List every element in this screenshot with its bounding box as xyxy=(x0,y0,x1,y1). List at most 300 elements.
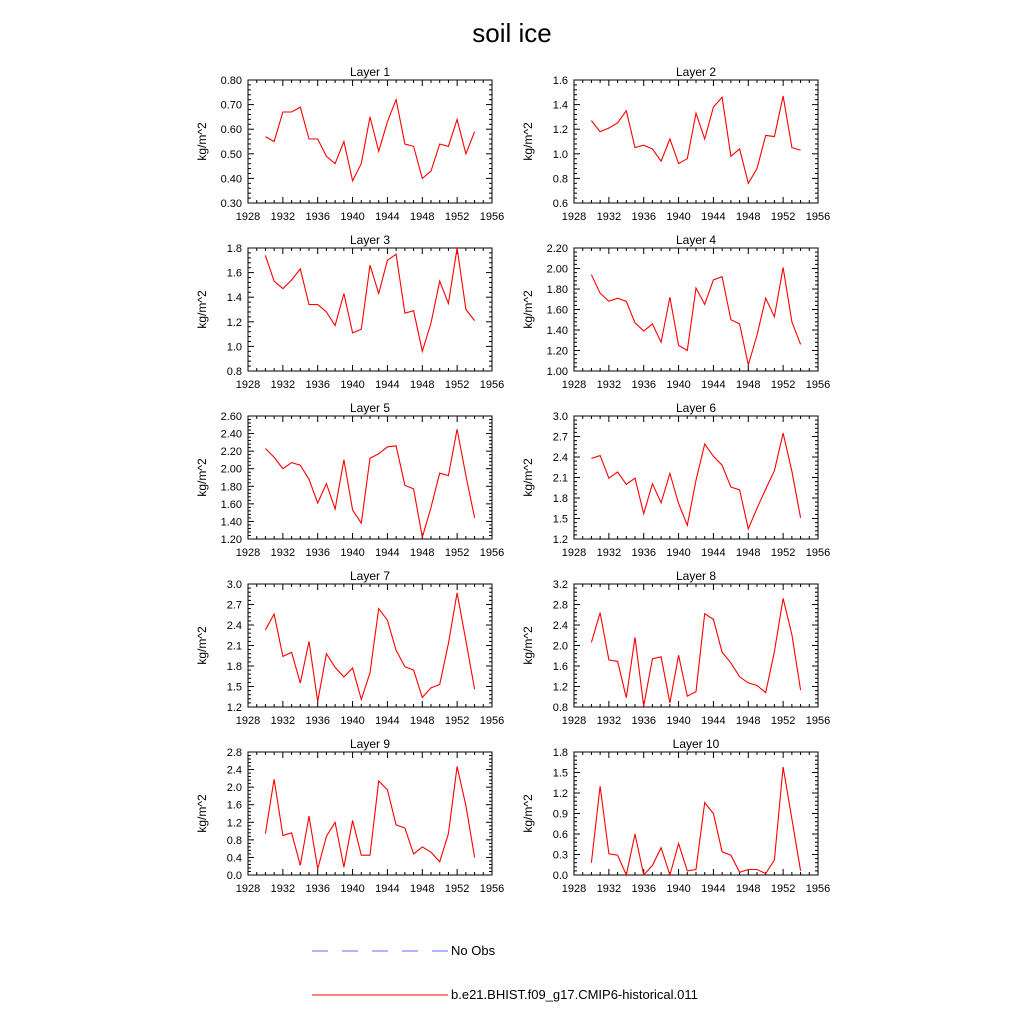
data-point xyxy=(678,843,679,844)
data-point xyxy=(600,786,601,787)
data-point xyxy=(448,833,449,834)
data-point xyxy=(678,163,679,164)
y-tick-label: 1.6 xyxy=(552,75,568,87)
data-point xyxy=(378,453,379,454)
data-point xyxy=(439,861,440,862)
x-tick-label: 1952 xyxy=(444,715,470,727)
x-tick-label: 1952 xyxy=(444,883,470,895)
data-point xyxy=(678,503,679,504)
data-point xyxy=(643,513,644,514)
y-axis-label: kg/m^2 xyxy=(521,794,535,833)
data-point xyxy=(608,478,609,479)
y-axis-label: kg/m^2 xyxy=(521,458,535,497)
data-point xyxy=(591,274,592,275)
x-tick-label: 1936 xyxy=(305,547,330,559)
data-point xyxy=(317,502,318,503)
panel-layer-7 xyxy=(195,569,504,727)
panel-title: Layer 5 xyxy=(349,401,391,415)
y-tick-label: 1.20 xyxy=(220,534,242,546)
data-point xyxy=(352,509,353,510)
panel-title: Layer 2 xyxy=(675,65,717,79)
y-axis-label: kg/m^2 xyxy=(521,122,535,161)
data-point xyxy=(274,779,275,780)
data-point xyxy=(695,113,696,114)
y-tick-label: 0.6 xyxy=(552,198,568,210)
panel-layer-5 xyxy=(195,401,504,559)
data-point xyxy=(669,297,670,298)
y-tick-label: 1.8 xyxy=(226,661,242,673)
y-tick-label: 1.60 xyxy=(546,304,568,317)
y-tick-label: 0.30 xyxy=(220,198,242,210)
data-point xyxy=(352,332,353,333)
data-point xyxy=(608,301,609,302)
data-point xyxy=(634,322,635,323)
x-tick-label: 1928 xyxy=(561,547,587,559)
data-point xyxy=(634,833,635,834)
data-point xyxy=(361,855,362,856)
data-point xyxy=(626,301,627,302)
data-point xyxy=(474,131,475,132)
data-point xyxy=(308,816,309,817)
x-tick-label: 1940 xyxy=(340,547,365,559)
data-point xyxy=(282,468,283,469)
y-tick-label: 0.8 xyxy=(552,173,568,186)
y-tick-label: 1.80 xyxy=(546,284,568,296)
x-tick-label: 1936 xyxy=(305,211,330,223)
x-tick-label: 1944 xyxy=(375,883,400,895)
x-tick-label: 1936 xyxy=(631,883,656,895)
panel-title: Layer 6 xyxy=(675,401,717,415)
data-point xyxy=(756,685,757,686)
data-point xyxy=(634,147,635,148)
panel-frame xyxy=(248,752,492,875)
data-point xyxy=(748,528,749,529)
x-tick-label: 1944 xyxy=(375,211,400,223)
y-tick-label: 2.4 xyxy=(552,452,568,464)
data-point xyxy=(600,131,601,132)
panel-layer-8 xyxy=(521,569,830,727)
data-point xyxy=(748,364,749,365)
data-point xyxy=(422,351,423,352)
y-axis-label: kg/m^2 xyxy=(521,290,535,329)
data-point xyxy=(439,143,440,144)
x-tick-label: 1948 xyxy=(736,211,761,223)
y-axis-label: kg/m^2 xyxy=(195,794,209,833)
data-point xyxy=(722,652,723,653)
data-point xyxy=(626,697,627,698)
x-tick-label: 1952 xyxy=(444,211,470,223)
data-point xyxy=(274,141,275,142)
data-point xyxy=(448,643,449,644)
data-point xyxy=(343,293,344,294)
data-point xyxy=(274,613,275,614)
data-point xyxy=(791,818,792,819)
y-tick-label: 2.7 xyxy=(552,431,568,444)
x-tick-label: 1952 xyxy=(770,547,796,559)
data-point xyxy=(352,180,353,181)
data-point xyxy=(282,656,283,657)
panel-title: Layer 10 xyxy=(672,737,720,751)
data-point xyxy=(335,325,336,326)
data-point xyxy=(413,488,414,489)
panel-layer-2 xyxy=(521,65,830,223)
x-tick-label: 1932 xyxy=(596,379,622,391)
data-point xyxy=(591,120,592,121)
panel-layer-9 xyxy=(195,737,504,895)
data-point xyxy=(404,666,405,667)
data-point xyxy=(282,111,283,112)
y-tick-label: 2.20 xyxy=(546,243,568,255)
data-point xyxy=(291,652,292,653)
data-point xyxy=(756,335,757,336)
y-tick-label: 1.6 xyxy=(226,799,242,812)
x-tick-label: 1944 xyxy=(701,379,726,391)
data-point xyxy=(465,309,466,310)
x-tick-label: 1956 xyxy=(479,715,505,727)
y-tick-label: 1.40 xyxy=(220,516,242,529)
data-point xyxy=(791,634,792,635)
data-point xyxy=(608,127,609,128)
data-point xyxy=(652,148,653,149)
data-point xyxy=(704,138,705,139)
data-point xyxy=(474,689,475,690)
x-tick-label: 1932 xyxy=(596,211,622,223)
series-line xyxy=(591,96,800,183)
data-point xyxy=(343,866,344,867)
x-tick-label: 1940 xyxy=(666,379,691,391)
y-tick-label: 2.8 xyxy=(552,599,568,612)
data-point xyxy=(765,873,766,874)
data-point xyxy=(465,475,466,476)
data-point xyxy=(643,874,644,875)
y-tick-label: 1.2 xyxy=(226,702,242,714)
data-point xyxy=(439,281,440,282)
data-point xyxy=(791,321,792,322)
data-point xyxy=(722,276,723,277)
data-point xyxy=(422,846,423,847)
panel-title: Layer 3 xyxy=(349,233,391,247)
data-point xyxy=(430,170,431,171)
x-tick-label: 1932 xyxy=(596,547,622,559)
data-point xyxy=(274,457,275,458)
y-tick-label: 1.2 xyxy=(552,681,568,694)
panel-title: Layer 9 xyxy=(349,737,391,751)
data-point xyxy=(765,692,766,693)
y-tick-label: 1.2 xyxy=(226,817,242,830)
data-point xyxy=(687,870,688,871)
x-tick-label: 1936 xyxy=(631,379,656,391)
y-tick-label: 1.40 xyxy=(546,325,568,337)
data-point xyxy=(626,110,627,111)
data-point xyxy=(748,869,749,870)
series-line xyxy=(265,767,474,869)
x-tick-label: 1932 xyxy=(270,715,296,727)
data-point xyxy=(326,156,327,157)
data-point xyxy=(369,458,370,459)
y-tick-label: 0.80 xyxy=(220,75,242,87)
panel-frame xyxy=(248,80,492,203)
panel-frame xyxy=(574,752,818,875)
x-tick-label: 1932 xyxy=(596,715,622,727)
y-tick-label: 0.0 xyxy=(552,870,568,882)
y-tick-label: 1.60 xyxy=(220,498,242,511)
data-point xyxy=(422,537,423,538)
data-point xyxy=(661,502,662,503)
y-tick-label: 0.0 xyxy=(226,870,242,882)
data-point xyxy=(756,168,757,169)
data-point xyxy=(626,874,627,875)
data-point xyxy=(730,855,731,856)
data-point xyxy=(457,247,458,248)
data-point xyxy=(626,484,627,485)
data-point xyxy=(439,473,440,474)
data-point xyxy=(300,682,301,683)
data-point xyxy=(291,111,292,112)
data-point xyxy=(361,163,362,164)
y-tick-label: 0.50 xyxy=(220,148,242,161)
data-point xyxy=(591,862,592,863)
x-tick-label: 1940 xyxy=(666,715,691,727)
data-point xyxy=(300,106,301,107)
data-point xyxy=(774,470,775,471)
panel-title: Layer 7 xyxy=(349,569,391,583)
y-tick-label: 2.00 xyxy=(546,263,568,276)
x-tick-label: 1956 xyxy=(479,211,505,223)
data-point xyxy=(608,659,609,660)
data-point xyxy=(335,667,336,668)
y-tick-label: 1.2 xyxy=(552,124,568,137)
y-tick-label: 2.40 xyxy=(220,428,242,441)
data-point xyxy=(369,672,370,673)
data-point xyxy=(669,138,670,139)
panel-title: Layer 8 xyxy=(675,569,717,583)
y-tick-label: 0.70 xyxy=(220,99,242,112)
data-point xyxy=(378,608,379,609)
y-tick-label: 1.2 xyxy=(552,788,568,800)
data-point xyxy=(265,833,266,834)
data-point xyxy=(326,483,327,484)
x-tick-label: 1952 xyxy=(770,211,796,223)
data-point xyxy=(404,313,405,314)
data-point xyxy=(457,766,458,767)
y-tick-label: 0.60 xyxy=(220,124,242,137)
data-point xyxy=(465,153,466,154)
data-point xyxy=(634,478,635,479)
data-point xyxy=(687,158,688,159)
x-tick-label: 1944 xyxy=(701,883,726,895)
data-point xyxy=(465,640,466,641)
figure-title: soil ice xyxy=(472,18,552,48)
series-line xyxy=(591,433,800,529)
data-point xyxy=(800,689,801,690)
data-point xyxy=(643,145,644,146)
data-point xyxy=(387,260,388,261)
x-tick-label: 1956 xyxy=(479,883,505,895)
data-point xyxy=(722,851,723,852)
data-point xyxy=(361,523,362,524)
data-point xyxy=(422,697,423,698)
data-point xyxy=(669,473,670,474)
data-point xyxy=(800,344,801,345)
x-tick-label: 1956 xyxy=(805,883,831,895)
panel-grid xyxy=(195,65,830,895)
data-point xyxy=(791,471,792,472)
data-point xyxy=(448,303,449,304)
data-point xyxy=(326,836,327,837)
x-tick-label: 1948 xyxy=(410,211,435,223)
data-point xyxy=(300,465,301,466)
data-point xyxy=(695,287,696,288)
y-tick-label: 2.8 xyxy=(226,747,242,759)
data-point xyxy=(730,156,731,157)
data-point xyxy=(713,619,714,620)
x-tick-label: 1956 xyxy=(479,547,505,559)
data-point xyxy=(396,445,397,446)
data-point xyxy=(326,311,327,312)
data-point xyxy=(317,701,318,702)
data-point xyxy=(378,780,379,781)
data-point xyxy=(678,655,679,656)
x-tick-label: 1948 xyxy=(410,547,435,559)
y-tick-label: 2.4 xyxy=(552,620,568,632)
data-point xyxy=(783,267,784,268)
data-point xyxy=(704,802,705,803)
data-point xyxy=(430,507,431,508)
y-axis-label: kg/m^2 xyxy=(195,290,209,329)
y-tick-label: 1.0 xyxy=(552,148,568,161)
data-point xyxy=(617,298,618,299)
y-tick-label: 1.5 xyxy=(552,767,568,780)
data-point xyxy=(765,298,766,299)
y-tick-label: 0.8 xyxy=(226,834,242,847)
series-line xyxy=(591,767,800,875)
data-point xyxy=(282,288,283,289)
y-tick-label: 1.4 xyxy=(226,292,242,305)
data-point xyxy=(652,865,653,866)
y-tick-label: 1.2 xyxy=(226,316,242,329)
data-point xyxy=(430,852,431,853)
x-tick-label: 1944 xyxy=(701,715,726,727)
x-tick-label: 1940 xyxy=(340,211,365,223)
data-point xyxy=(474,517,475,518)
data-point xyxy=(783,598,784,599)
data-point xyxy=(343,459,344,460)
data-point xyxy=(722,97,723,98)
data-point xyxy=(661,656,662,657)
data-point xyxy=(600,612,601,613)
x-tick-label: 1928 xyxy=(235,379,261,391)
data-point xyxy=(739,323,740,324)
data-point xyxy=(448,475,449,476)
x-tick-label: 1928 xyxy=(561,715,587,727)
data-point xyxy=(774,316,775,317)
data-point xyxy=(282,835,283,836)
y-tick-label: 3.2 xyxy=(552,579,568,591)
x-tick-label: 1956 xyxy=(805,715,831,727)
data-point xyxy=(396,650,397,651)
data-point xyxy=(369,116,370,117)
data-point xyxy=(317,868,318,869)
data-point xyxy=(739,676,740,677)
data-point xyxy=(308,304,309,305)
data-point xyxy=(448,146,449,147)
x-tick-label: 1928 xyxy=(235,211,261,223)
y-tick-label: 2.1 xyxy=(226,640,242,653)
data-point xyxy=(713,279,714,280)
data-point xyxy=(661,161,662,162)
x-tick-label: 1940 xyxy=(666,883,691,895)
y-tick-label: 2.4 xyxy=(226,764,242,777)
data-point xyxy=(748,682,749,683)
x-tick-label: 1944 xyxy=(375,547,400,559)
x-tick-label: 1944 xyxy=(375,715,400,727)
y-tick-label: 1.5 xyxy=(226,681,242,694)
data-point xyxy=(308,138,309,139)
data-point xyxy=(361,699,362,700)
y-tick-label: 0.8 xyxy=(226,366,242,378)
x-tick-label: 1948 xyxy=(736,379,761,391)
data-point xyxy=(774,136,775,137)
data-point xyxy=(430,687,431,688)
data-point xyxy=(608,853,609,854)
data-point xyxy=(652,658,653,659)
data-point xyxy=(413,853,414,854)
x-tick-label: 1928 xyxy=(235,547,261,559)
data-point xyxy=(687,350,688,351)
data-point xyxy=(291,462,292,463)
data-point xyxy=(704,443,705,444)
data-point xyxy=(300,268,301,269)
data-point xyxy=(730,486,731,487)
data-point xyxy=(748,183,749,184)
y-tick-label: 1.5 xyxy=(552,513,568,526)
data-point xyxy=(413,670,414,671)
data-point xyxy=(343,141,344,142)
data-point xyxy=(591,642,592,643)
data-point xyxy=(800,870,801,871)
data-point xyxy=(704,613,705,614)
y-axis-label: kg/m^2 xyxy=(195,122,209,161)
data-point xyxy=(678,345,679,346)
data-point xyxy=(387,620,388,621)
x-tick-label: 1940 xyxy=(666,211,691,223)
x-tick-label: 1932 xyxy=(270,547,296,559)
data-point xyxy=(783,432,784,433)
data-point xyxy=(378,293,379,294)
data-point xyxy=(265,629,266,630)
data-point xyxy=(652,483,653,484)
data-point xyxy=(739,872,740,873)
y-tick-label: 1.4 xyxy=(552,99,568,112)
x-tick-label: 1928 xyxy=(235,883,261,895)
data-point xyxy=(765,489,766,490)
data-point xyxy=(396,254,397,255)
data-point xyxy=(457,429,458,430)
x-tick-label: 1952 xyxy=(444,379,470,391)
series-line xyxy=(265,593,474,702)
x-tick-label: 1936 xyxy=(631,547,656,559)
data-point xyxy=(600,293,601,294)
y-tick-label: 3.0 xyxy=(226,579,242,591)
x-tick-label: 1952 xyxy=(770,883,796,895)
y-tick-label: 1.6 xyxy=(226,267,242,280)
data-point xyxy=(404,143,405,144)
panel-layer-6 xyxy=(521,401,830,559)
y-axis-label: kg/m^2 xyxy=(521,626,535,665)
data-point xyxy=(265,255,266,256)
data-point xyxy=(265,136,266,137)
legend-model-label: b.e21.BHIST.f09_g17.CMIP6-historical.011 xyxy=(451,987,698,1002)
